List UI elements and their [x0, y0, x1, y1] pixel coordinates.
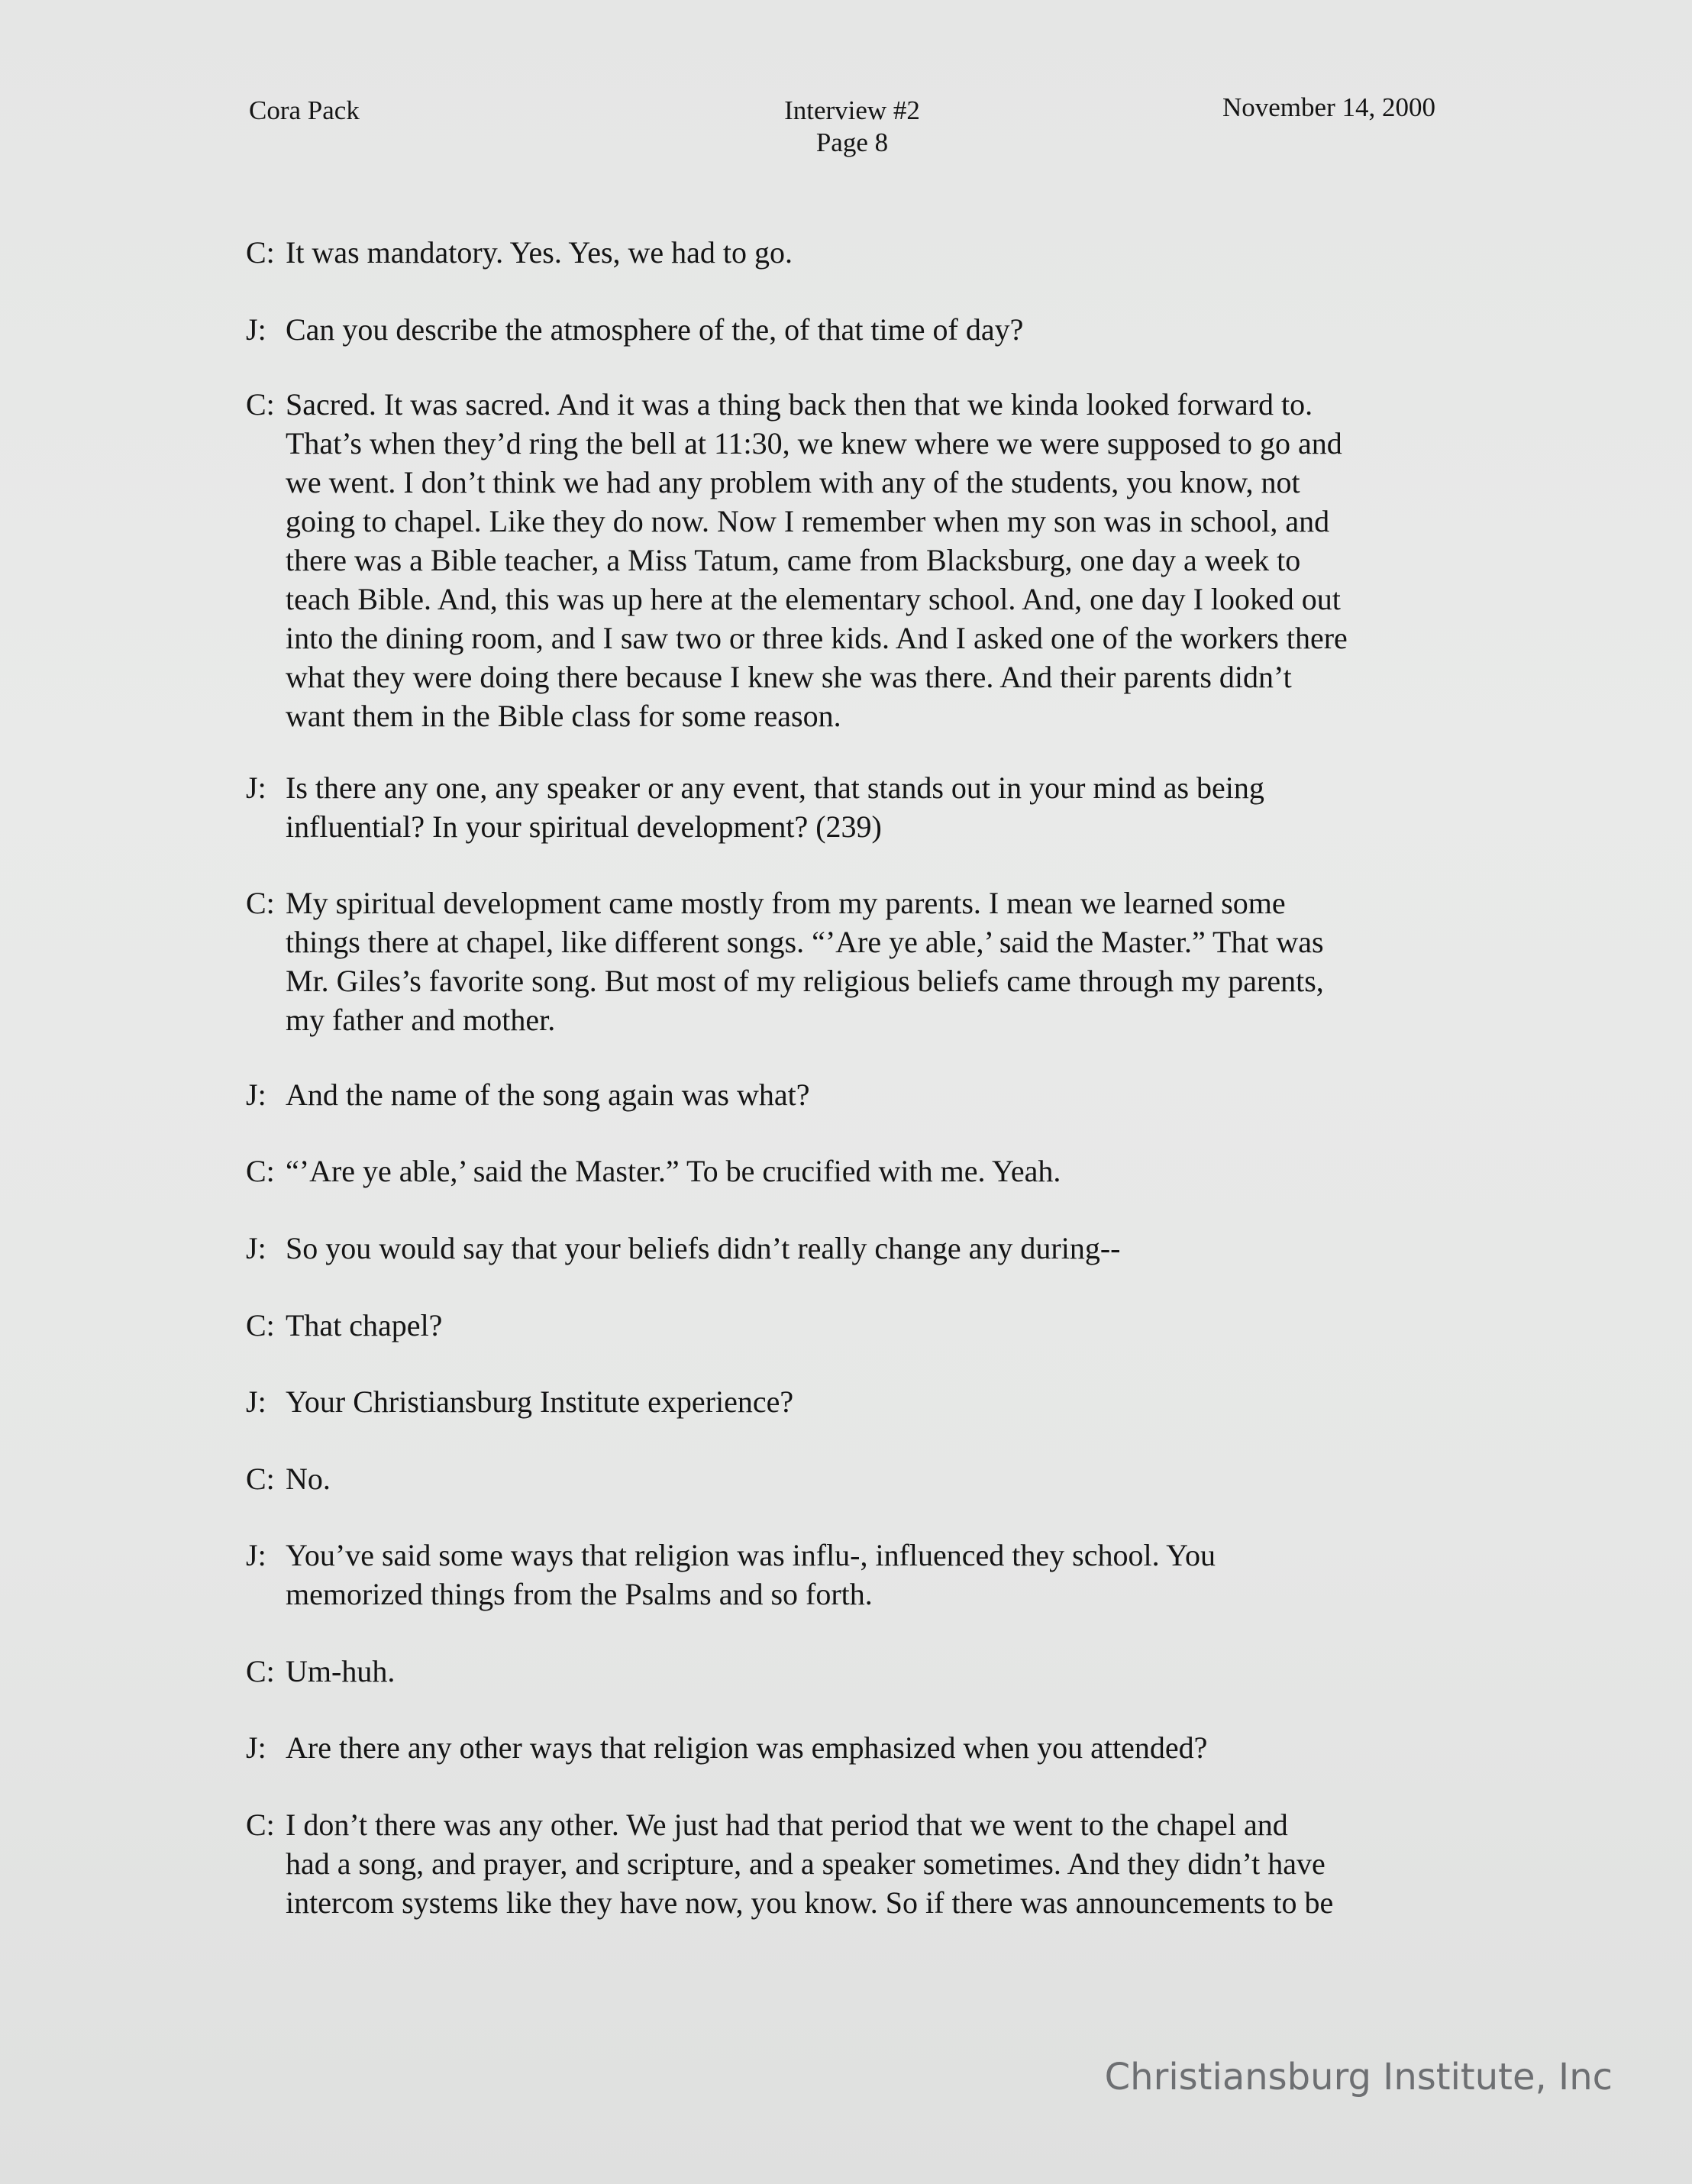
transcript-turn [246, 1536, 1452, 1614]
speaker-label: J: [246, 312, 266, 347]
speaker-label: J: [246, 1231, 266, 1265]
header-interviewee-name: Cora Pack [249, 95, 360, 125]
transcript-line: No. [286, 1462, 331, 1496]
transcript-line: You’ve said some ways that religion was influ-, influenced they school. You [286, 1538, 1216, 1572]
transcript-turn [246, 1075, 1452, 1114]
transcript-turn [246, 1805, 1452, 1922]
transcript-line: there was a Bible teacher, a Miss Tatum, came from Blacksburg, one day a week to [286, 543, 1301, 577]
speaker-label: J: [246, 771, 266, 805]
speaker-label: C: [246, 387, 275, 422]
transcript-line: Mr. Giles’s favorite song. But most of my religious beliefs came through my parents, [286, 964, 1324, 998]
transcript-turn [246, 310, 1452, 349]
transcript-line: It was mandatory. Yes. Yes, we had to go. [286, 235, 793, 270]
header-page-number: Page 8 [815, 128, 889, 157]
speaker-label: C: [246, 1654, 275, 1688]
transcript-line: had a song, and prayer, and scripture, and a speaker sometimes. And they didn’t have [286, 1846, 1326, 1881]
speaker-label: C: [246, 886, 275, 920]
transcript-turn [246, 1152, 1452, 1191]
transcript-turn [246, 1306, 1452, 1345]
transcript-turn [246, 1229, 1452, 1268]
transcript-line: Are there any other ways that religion was emphasized when you attended? [286, 1730, 1208, 1765]
transcript-line: Um-huh. [286, 1654, 396, 1688]
speaker-label: C: [246, 235, 275, 270]
speaker-label: C: [246, 1154, 275, 1188]
transcript-line: my father and mother. [286, 1003, 556, 1037]
transcript-turn [246, 1459, 1452, 1498]
transcript-turn [246, 1728, 1452, 1767]
speaker-label: J: [246, 1538, 266, 1572]
transcript-turn [246, 884, 1452, 1039]
transcript-line: into the dining room, and I saw two or three kids. And I asked one of the workers there [286, 621, 1348, 655]
transcript-line: That chapel? [286, 1308, 443, 1342]
transcript-line: intercom systems like they have now, you know. So if there was announcements to be [286, 1885, 1334, 1920]
watermark: Christiansburg Institute, Inc [1104, 2056, 1613, 2098]
transcript-turn [246, 385, 1452, 735]
transcript-line: I don’t there was any other. We just had that period that we went to the chapel and [286, 1808, 1288, 1842]
transcript-line: Sacred. It was sacred. And it was a thing back then that we kinda looked forward to. [286, 387, 1313, 422]
header-date: November 14, 2000 [1222, 92, 1435, 122]
speaker-label: C: [246, 1308, 275, 1342]
speaker-label: J: [246, 1384, 266, 1419]
transcript-line: Is there any one, any speaker or any event, that stands out in your mind as being [286, 771, 1264, 805]
speaker-label: J: [246, 1730, 266, 1765]
transcript-line: That’s when they’d ring the bell at 11:30, we knew where we were supposed to go and [286, 426, 1342, 460]
transcript-turn [246, 768, 1452, 846]
transcript-line: influential? In your spiritual development? (239) [286, 809, 882, 844]
header-interview-info [776, 95, 928, 159]
transcript-line: So you would say that your beliefs didn’t really change any during-- [286, 1231, 1121, 1265]
transcript-line: teach Bible. And, this was up here at the elementary school. And, one day I looked out [286, 582, 1341, 616]
transcript-turn [246, 1652, 1452, 1691]
speaker-label: C: [246, 1808, 275, 1842]
transcript-line: we went. I don’t think we had any problem with any of the students, you know, not [286, 465, 1300, 499]
speaker-label: J: [246, 1077, 266, 1112]
transcript-line: what they were doing there because I knew she was there. And their parents didn’t [286, 660, 1292, 694]
transcript-line: Can you describe the atmosphere of the, of that time of day? [286, 312, 1024, 347]
transcript-line: “’Are ye able,’ said the Master.” To be crucified with me. Yeah. [286, 1154, 1061, 1188]
transcript-line: going to chapel. Like they do now. Now I remember when my son was in school, and [286, 504, 1330, 538]
transcript-line: memorized things from the Psalms and so forth. [286, 1577, 873, 1611]
transcript-line: Your Christiansburg Institute experience? [286, 1384, 794, 1419]
transcript-line: And the name of the song again was what? [286, 1077, 810, 1112]
header-interview-number: Interview #2 [784, 95, 920, 125]
transcript-line: My spiritual development came mostly from my parents. I mean we learned some [286, 886, 1286, 920]
transcript-turn [246, 1382, 1452, 1421]
transcript-line: things there at chapel, like different songs. “’Are ye able,’ said the Master.” That was [286, 925, 1324, 959]
speaker-label: C: [246, 1462, 275, 1496]
transcript-line: want them in the Bible class for some reason. [286, 699, 841, 733]
transcript-turn [246, 233, 1452, 272]
